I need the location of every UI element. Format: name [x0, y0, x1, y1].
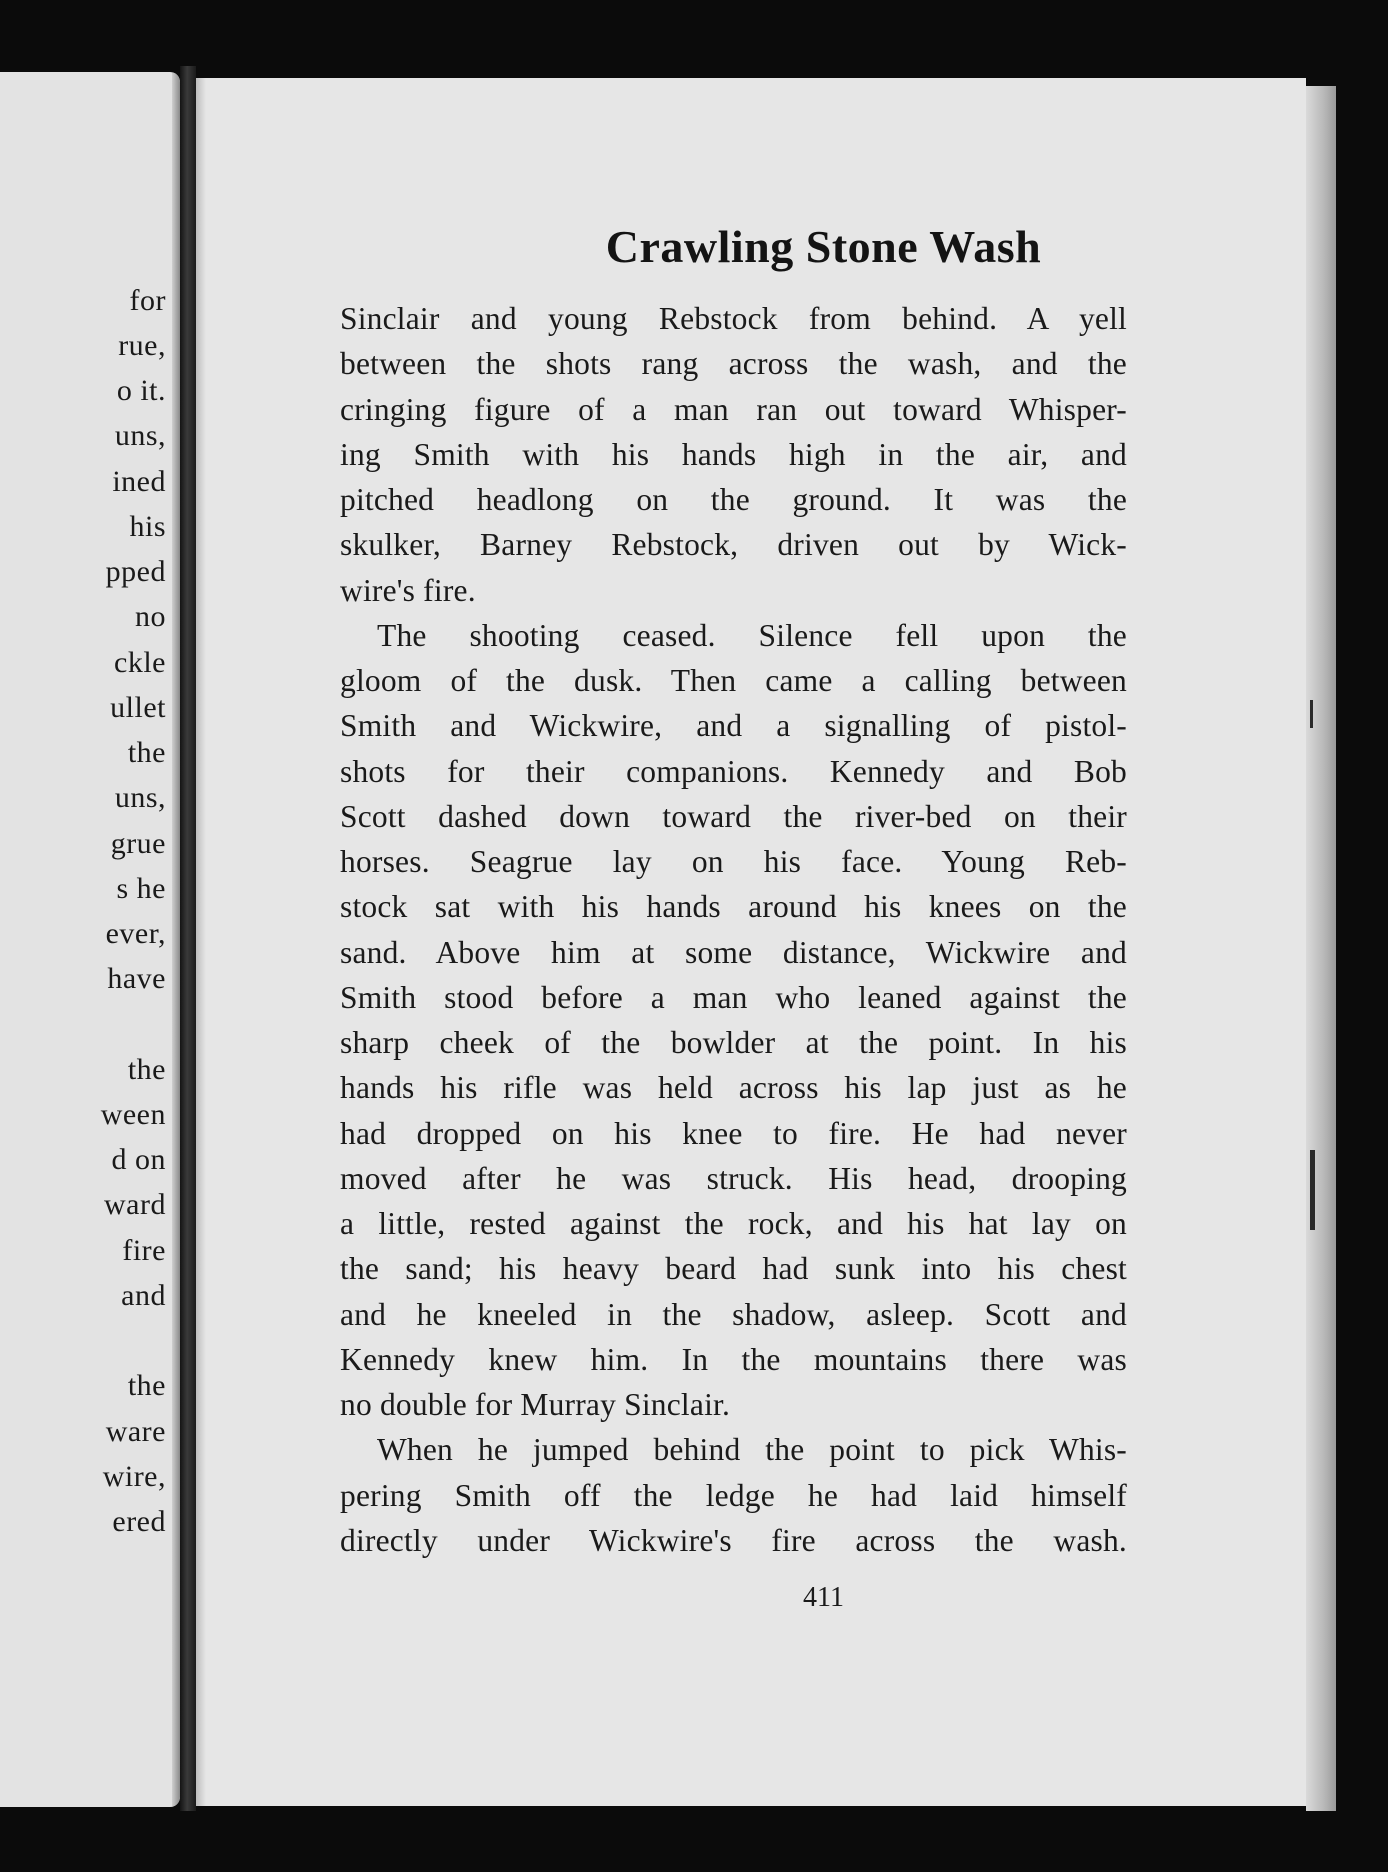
left-page-line: the — [127, 736, 166, 769]
text-line: The shooting ceased. Silence fell upon the — [377, 617, 1127, 653]
text-line: Kennedy knew him. In the mountains there was — [340, 1341, 1127, 1377]
text-line: ing Smith with his hands high in the air, and — [340, 436, 1127, 472]
body-text — [340, 296, 1127, 1563]
left-page-line: ullet — [110, 691, 166, 724]
left-page-line: ween — [100, 1098, 166, 1131]
text-line: directly under Wickwire's fire across the wash. — [340, 1522, 1127, 1558]
left-page-line: pped — [105, 555, 166, 588]
text-line: between the shots rang across the wash, and the — [340, 346, 1127, 382]
text-line: moved after he was struck. His head, drooping — [340, 1160, 1127, 1196]
page-edge-mark — [1310, 700, 1313, 728]
left-page-line: s he — [116, 872, 166, 905]
left-page-line: o it. — [116, 374, 166, 407]
page-edge-stack — [1306, 86, 1336, 1811]
text-line: horses. Seagrue lay on his face. Young Reb- — [340, 844, 1127, 879]
text-line: Smith stood before a man who leaned against the — [340, 979, 1127, 1015]
text-line: stock sat with his hands around his knees on the — [340, 889, 1127, 925]
left-page-fragment — [0, 72, 180, 1807]
text-line: the sand; his heavy beard had sunk into his chest — [340, 1251, 1127, 1287]
text-line: sand. Above him at some distance, Wickwire and — [340, 934, 1127, 970]
text-line: a little, rested against the rock, and his hat lay on — [340, 1206, 1127, 1241]
left-page-line: the — [127, 1053, 166, 1086]
text-line: pering Smith off the ledge he had laid himself — [340, 1477, 1127, 1513]
text-line: skulker, Barney Rebstock, driven out by Wick- — [340, 527, 1127, 563]
left-page-line: ined — [112, 465, 166, 498]
left-page-line: grue — [110, 827, 166, 860]
text-line: Scott dashed down toward the river-bed on their — [340, 798, 1127, 834]
left-page-line: ever, — [105, 917, 166, 950]
text-line: gloom of the dusk. Then came a calling between — [340, 663, 1127, 698]
left-page-line: ware — [105, 1415, 166, 1448]
right-page — [196, 78, 1306, 1806]
text-line: had dropped on his knee to fire. He had never — [340, 1115, 1127, 1151]
running-head: Crawling Stone Wash — [605, 221, 1042, 272]
left-page-line: ered — [112, 1505, 166, 1538]
left-page-line: have — [107, 962, 166, 995]
text-line: When he jumped behind the point to pick Whis- — [377, 1432, 1127, 1468]
left-page-line: no — [135, 600, 166, 633]
left-page-line: the — [127, 1369, 166, 1402]
text-line: sharp cheek of the bowlder at the point. In his — [340, 1025, 1127, 1060]
left-page-line: for — [129, 284, 166, 317]
left-page-line: fire — [122, 1234, 166, 1267]
left-page-line: ward — [104, 1188, 166, 1221]
page-number: 411 — [803, 1582, 844, 1613]
text-line: shots for their companions. Kennedy and Bob — [340, 753, 1127, 789]
left-page-line: wire, — [102, 1460, 166, 1493]
text-line: no double for Murray Sinclair. — [340, 1387, 731, 1422]
text-line: and he kneeled in the shadow, asleep. Scott and — [340, 1296, 1127, 1332]
left-page-line: uns, — [114, 781, 166, 814]
text-line: Sinclair and young Rebstock from behind. A yell — [340, 301, 1127, 336]
left-page-line: rue, — [118, 329, 166, 362]
text-line: pitched headlong on the ground. It was the — [340, 482, 1127, 517]
text-line: wire's fire. — [340, 572, 476, 608]
left-page-line: uns, — [114, 419, 166, 452]
text-line: Smith and Wickwire, and a signalling of pistol- — [340, 708, 1127, 744]
text-line: hands his rifle was held across his lap just as he — [340, 1070, 1127, 1106]
left-page-line: and — [121, 1279, 166, 1312]
book-gutter — [180, 66, 196, 1811]
left-page-line: d on — [111, 1143, 166, 1176]
page-edge-mark — [1310, 1150, 1315, 1230]
left-page-line: his — [129, 510, 166, 543]
text-line: cringing figure of a man ran out toward Whisper- — [340, 391, 1127, 427]
left-page-line: ckle — [114, 646, 166, 679]
